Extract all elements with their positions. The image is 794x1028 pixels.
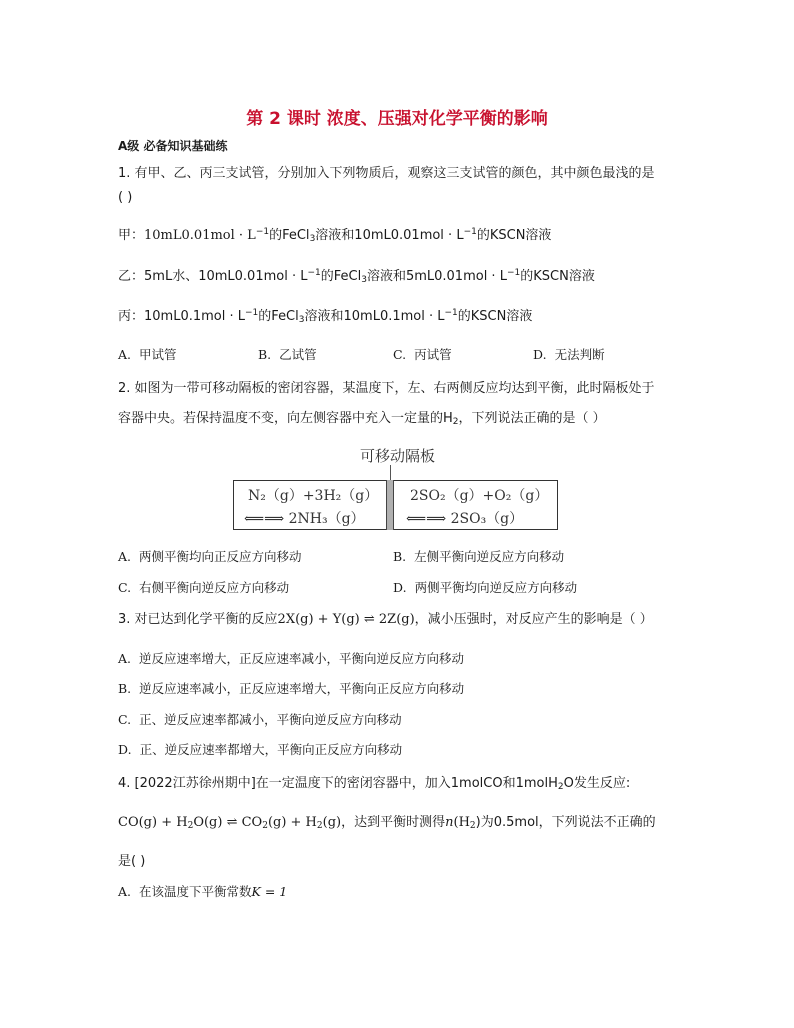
q1-option-yi <box>118 265 595 285</box>
q1-choice-a-tag: A. <box>118 347 132 362</box>
q1-yi-d: 的KSCN溶液 <box>520 269 595 284</box>
q3-choice-d <box>118 740 402 758</box>
q1-jia-sup1: −1 <box>255 227 270 237</box>
q2-choice-a-tag: A. <box>118 549 132 564</box>
q4-choice-a-tag: A. <box>118 884 132 899</box>
section-heading: A级 必备知识基础练 <box>118 139 228 153</box>
q4-choice-a <box>118 882 287 900</box>
q4-stem2c: )为0.5mol，下列说法不正确的 <box>475 815 656 830</box>
q2-stem2a: 容器中央。若保持温度不变，向左侧容器中充入一定量的H <box>118 411 453 426</box>
q1-choice-c-text: 丙试管 <box>414 347 452 362</box>
diagram-right-eq1: 2SO₂（g）+O₂（g） <box>410 488 549 504</box>
q2-choice-c <box>118 578 289 596</box>
q4-stem2b: (H <box>453 815 470 830</box>
q1-yi-prefix: 乙： <box>118 269 145 284</box>
q4-stem-line3: 是( ) <box>118 854 146 869</box>
q2-choice-b-tag: B. <box>393 549 407 564</box>
q1-jia-a: 10mL0.01mol · L <box>144 228 256 243</box>
q3-choice-c <box>118 710 402 728</box>
q1-yi-sub: 3 <box>361 275 367 285</box>
q1-yi-sup2: −1 <box>506 268 521 278</box>
q1-choice-c-tag: C. <box>393 347 407 362</box>
q4-eq-sub2: 2 <box>262 821 268 831</box>
q2-choice-d-tag: D. <box>393 580 407 595</box>
q3-stem-eq: 2X(g) + Y(g) ⇌ 2Z(g) <box>277 612 415 627</box>
q4-stem1a: 4. [2022江苏徐州期中]在一定温度下的密闭容器中，加入1molCO和1molH <box>118 776 558 791</box>
q1-stem-line1: 1. 有甲、乙、丙三支试管，分别加入下列物质后，观察这三支试管的颜色，其中颜色最浅的是 <box>118 166 655 181</box>
q4-eq-sub3: 2 <box>316 821 323 831</box>
q3-stem-a: 3. 对已达到化学平衡的反应 <box>118 612 278 627</box>
q1-bing-c: 溶液和10mL0.1mol · L <box>304 309 445 324</box>
q1-choice-d-text: 无法判断 <box>554 347 605 362</box>
q1-choice-a <box>118 345 177 363</box>
q1-jia-b: 的FeCl <box>269 228 310 243</box>
q4-eq-sub1: 2 <box>187 821 194 831</box>
q1-yi-b: 的FeCl <box>320 269 362 284</box>
q4-eq-c: (g) + H <box>267 815 317 830</box>
q1-choice-a-text: 甲试管 <box>139 347 177 362</box>
q2-choice-d-text: 两侧平衡均向逆反应方向移动 <box>414 580 578 595</box>
q2-stem-line1: 2. 如图为一带可移动隔板的密闭容器，某温度下，左、右两侧反应均达到平衡，此时隔板处于 <box>118 381 655 396</box>
q3-choice-b-tag: B. <box>118 681 132 696</box>
q2-choice-d <box>393 578 577 596</box>
q4-stem2a: ，达到平衡时测得 <box>341 815 446 830</box>
q1-bing-sub: 3 <box>298 315 305 325</box>
q1-yi-c: 溶液和5mL0.01mol · L <box>366 269 507 284</box>
q4-stem-line1 <box>118 772 630 792</box>
q1-jia-c: 溶液和10mL0.01mol · L <box>315 228 464 243</box>
q3-choice-b <box>118 679 464 697</box>
q1-bing-prefix: 丙： <box>118 309 145 324</box>
q4-choice-a-text: 在该温度下平衡常数 <box>139 884 252 899</box>
q3-choice-c-tag: C. <box>118 712 132 727</box>
q1-yi-sup1: −1 <box>307 268 321 278</box>
q1-choice-b <box>258 345 317 363</box>
q1-jia-prefix: 甲： <box>118 228 145 243</box>
q1-choice-d-tag: D. <box>533 347 547 362</box>
q1-choice-c <box>393 345 452 363</box>
diagram-partition <box>386 480 394 530</box>
q2-choice-b-text: 左侧平衡向逆反应方向移动 <box>414 549 565 564</box>
q1-choice-d <box>533 345 605 363</box>
q2-stem2b: ，下列说法正确的是（ ） <box>458 411 606 426</box>
q1-jia-sup2: −1 <box>463 227 477 237</box>
diagram-right-eq2: ⟸⟹ 2SO₃（g） <box>406 511 524 527</box>
diagram-pointer <box>390 465 391 481</box>
q1-bing-d: 的KSCN溶液 <box>457 309 533 324</box>
q3-choice-c-text: 正、逆反应速率都减小，平衡向逆反应方向移动 <box>139 712 402 727</box>
q1-answer-blank: ( ) <box>118 190 133 205</box>
q2-choice-b <box>393 547 564 565</box>
q2-choice-a-text: 两侧平衡均向正反应方向移动 <box>139 549 302 564</box>
q1-option-bing <box>118 305 532 325</box>
q4-eq-d: (g) <box>322 815 342 830</box>
q2-choice-a <box>118 547 302 565</box>
q1-choice-b-text: 乙试管 <box>279 347 317 362</box>
q4-stem-line2 <box>118 811 656 831</box>
q1-choice-b-tag: B. <box>258 347 272 362</box>
q2-choice-c-text: 右侧平衡向逆反应方向移动 <box>139 580 290 595</box>
q4-eq-b: O(g) ⇌ CO <box>193 815 263 830</box>
q1-option-jia <box>118 224 551 244</box>
q4-stem1b: O发生反应: <box>563 776 631 791</box>
q4-stem1-sub: 2 <box>557 782 564 792</box>
q2-stem2-sub: 2 <box>452 417 459 427</box>
diagram-label: 可移动隔板 <box>360 447 436 465</box>
q4-stem2-sub: 2 <box>469 821 476 831</box>
q1-jia-d: 的KSCN溶液 <box>476 228 552 243</box>
page-title: 第 2 课时 浓度、压强对化学平衡的影响 <box>246 109 548 129</box>
q2-choice-c-tag: C. <box>118 580 132 595</box>
q1-bing-sup2: −1 <box>444 308 458 318</box>
q4-choice-a-eq: K = 1 <box>251 884 288 899</box>
diagram-left-eq1: N₂（g）+3H₂（g） <box>248 488 379 504</box>
q1-jia-sub: 3 <box>309 234 316 244</box>
q3-choice-d-text: 正、逆反应速率都增大，平衡向正反应方向移动 <box>139 742 403 757</box>
q4-eq-a: CO(g) + H <box>118 815 188 830</box>
q1-bing-a: 10mL0.1mol · L <box>144 309 246 324</box>
q3-stem-b: ，减小压强时，对反应产生的影响是（ ） <box>414 612 653 627</box>
q1-yi-a: 5mL水、10mL0.01mol · L <box>144 269 308 284</box>
q1-bing-sup1: −1 <box>245 308 259 318</box>
q1-bing-b: 的FeCl <box>258 309 299 324</box>
q2-stem-line2 <box>118 407 606 427</box>
q3-stem <box>118 608 653 627</box>
diagram-left-eq2: ⟸⟹ 2NH₃（g） <box>244 511 365 527</box>
q3-choice-d-tag: D. <box>118 742 132 757</box>
q3-choice-a-tag: A. <box>118 651 132 666</box>
q3-choice-a <box>118 649 464 667</box>
q3-choice-b-text: 逆反应速率减小，正反应速率增大，平衡向正反应方向移动 <box>139 681 465 696</box>
q4-stem2-n: n <box>445 815 454 830</box>
q3-choice-a-text: 逆反应速率增大，正反应速率减小，平衡向逆反应方向移动 <box>139 651 465 666</box>
